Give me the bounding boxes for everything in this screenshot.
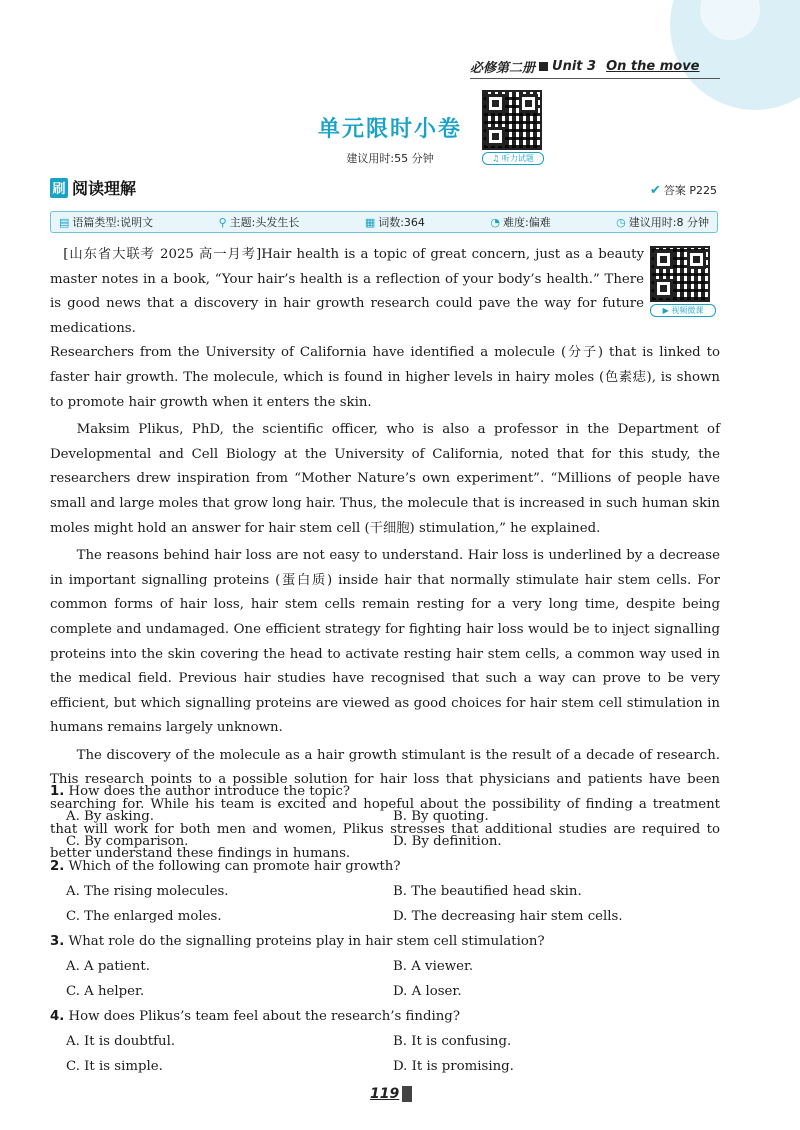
option-c: C. The enlarged moles. <box>66 909 222 924</box>
question-stem: 3. What role do the signalling proteins play in hair stem cell stimulation? <box>50 934 545 949</box>
meta-theme: ⚲ 主题:头发生长 <box>218 215 300 229</box>
running-head-book: 必修第二册 <box>470 60 536 76</box>
answer-ref-text: 答案 P225 <box>663 184 718 197</box>
magnifier-icon: ⚲ <box>218 215 227 229</box>
running-head-unit: Unit 3 <box>552 58 597 74</box>
option-d: D. By definition. <box>393 834 502 849</box>
qr-caption: ♫ 听力试题 <box>482 152 544 165</box>
option-a: A. By asking. <box>66 809 154 824</box>
document-icon: ▤ <box>59 215 70 229</box>
question-stem: 1. How does the author introduce the topic? <box>50 784 351 799</box>
option-b: B. It is confusing. <box>393 1034 512 1049</box>
square-icon <box>539 62 548 71</box>
corner-decoration <box>650 0 800 110</box>
question-2 <box>50 854 720 929</box>
option-c: C. By comparison. <box>66 834 189 849</box>
listening-qr-code[interactable] <box>482 90 544 165</box>
running-head-rule <box>470 78 720 79</box>
page-number: 119 <box>370 1086 412 1102</box>
option-a: A. It is doubtful. <box>66 1034 176 1049</box>
section-badge: 刷 <box>50 178 68 198</box>
meta-word-count: ▦ 词数:364 <box>364 215 425 229</box>
answer-reference <box>650 182 717 198</box>
running-head-topic: On the move <box>606 58 700 74</box>
question-4 <box>50 1004 720 1079</box>
meta-time: ◷ 建议用时:8 分钟 <box>616 215 709 229</box>
question-stem: 2. Which of the following can promote hair growth? <box>50 859 401 874</box>
option-a: A. The rising molecules. <box>66 884 229 899</box>
qr-code-icon <box>482 90 542 150</box>
option-b: B. A viewer. <box>393 959 474 974</box>
counter-icon: ▦ <box>364 215 376 229</box>
paragraph-4: The discovery of the molecule as a hair growth stimulant is the result of a decade of research. This research points to a possible solution for hair loss that physicians and patients have been searching for. While his team is excited and hopeful about the possibility of finding a treatment that will work for both men and women, Plikus stresses that additional studies are required to better understand these findings in humans. <box>50 747 720 862</box>
paragraph-2: Maksim Plikus, PhD, the scientific officer, who is also a professor in the Department of Developmental and Cell Biology at the University of California, noted that for this study, the researchers drew inspiration from “Mother Nature’s own experiment”. “Millions of people have small and large moles that grow long hair. Thus, the molecule that is increased in such human skin moles might hold an answer for hair stem cell (干细胞) stimulation,” he explained. <box>50 422 720 536</box>
meta-difficulty: ◔ 难度:偏难 <box>490 215 551 229</box>
question-stem: 4. How does Plikus’s team feel about the research’s finding? <box>50 1009 460 1024</box>
paragraph-1-opening: [山东省大联考 2025 高一月考]Hair health is a topic of great concern, just as a beauty master notes in a book, “Your hair’s health is a reflection of your body’s health.” There is good news that a discovery in hair growth research could pave the way for future medications. <box>50 247 644 336</box>
qr-caption: ▶ 视频微课 <box>650 304 716 317</box>
option-d: D. It is promising. <box>393 1059 514 1074</box>
option-d: D. The decreasing hair stem cells. <box>393 909 623 924</box>
check-icon: ✔ <box>650 182 661 198</box>
paragraph-3: The reasons behind hair loss are not easy to understand. Hair loss is underlined by a decrease in important signalling proteins (蛋白质) inside hair that normally stimulate hair stem cells. For common forms of hair loss, hair stem cells remain resting for a very long time, despite being complete and undamaged. One efficient strategy for fighting hair loss would be to inject signalling proteins into the skin covering the head to activate resting hair stem cells, a common way used in the medical field. Previous hair studies have recognised that such a way can prove to be very efficient, but which signalling proteins are viewed as good choices for hair stem cell stimulation in humans remains largely unknown. <box>50 548 720 736</box>
option-b: B. The beautified head skin. <box>393 884 582 899</box>
paragraph-1-rest: Researchers from the University of California have identified a molecule (分子) that is linked to faster hair growth. The molecule, which is found in higher levels in hairy moles (色素痣), is shown to promote hair growth when it enters the skin. <box>50 345 720 410</box>
option-d: D. A loser. <box>393 984 462 999</box>
gauge-icon: ◔ <box>490 215 500 229</box>
option-c: C. A helper. <box>66 984 145 999</box>
question-3 <box>50 929 720 1004</box>
page-title: 单元限时小卷 <box>317 117 462 142</box>
option-a: A. A patient. <box>66 959 150 974</box>
section-heading <box>50 176 136 199</box>
option-c: C. It is simple. <box>66 1059 163 1074</box>
running-head <box>470 56 720 76</box>
meta-genre: ▤ 语篇类型:说明文 <box>59 215 154 229</box>
question-list <box>50 779 720 1079</box>
passage-meta-bar <box>50 211 718 233</box>
question-1 <box>50 779 720 854</box>
reading-passage <box>50 243 720 867</box>
clock-icon: ◷ <box>616 215 626 229</box>
option-b: B. By quoting. <box>393 809 489 824</box>
page-marker <box>402 1086 412 1102</box>
suggested-time: 建议用时:55 分钟 <box>346 152 434 165</box>
section-title: 阅读理解 <box>72 179 137 198</box>
